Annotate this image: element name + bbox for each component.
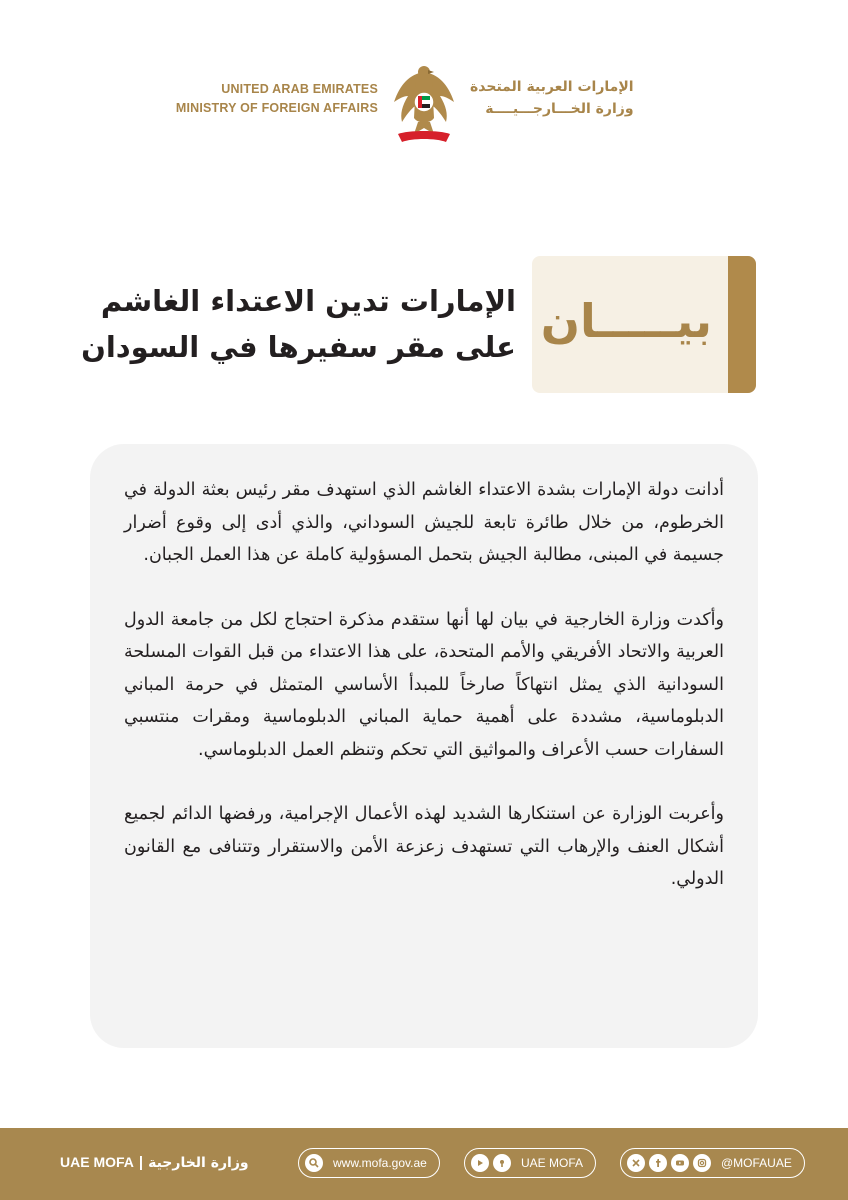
headline-line-2: على مقر سفيرها في السودان — [81, 330, 516, 364]
accent-bar — [728, 256, 756, 393]
ministry-header — [0, 62, 848, 152]
youtube-icon — [671, 1154, 689, 1172]
channel-link[interactable] — [464, 1148, 596, 1178]
headline-line-1: الإمارات تدين الاعتداء الغاشم — [100, 284, 516, 318]
english-ministry-name — [176, 80, 378, 118]
social-handle-link[interactable] — [620, 1148, 805, 1178]
website-link[interactable] — [298, 1148, 440, 1178]
apple-podcast-icon — [493, 1154, 511, 1172]
arabic-ministry-line: وزارة الخـــارجـــيــــة — [485, 101, 634, 117]
body-paragraph-1: أدانت دولة الإمارات بشدة الاعتداء الغاشم الذي استهدف مقر رئيس بعثة الدولة في الخرطوم، من خلال طائرة تابعة للجيش السوداني، والذي أدى إلى وقوع أضرار جسيمة في المبنى، مطالبة الجيش بتحمل المسؤولية كاملة عن هذا العمل الجبان. — [124, 480, 724, 565]
social-handle: @MOFAUAE — [721, 1156, 792, 1170]
page-title — [56, 278, 516, 370]
youtube-icon — [471, 1154, 489, 1172]
statement-label: بيـــــان — [540, 294, 712, 348]
arabic-country-line: الإمارات العربية المتحدة — [470, 79, 634, 95]
statement-label-box — [532, 256, 756, 393]
english-country-line: UNITED ARAB EMIRATES — [221, 82, 378, 96]
uae-falcon-emblem-icon — [388, 62, 460, 146]
brand-arabic: وزارة الخارجية — [148, 1155, 249, 1171]
english-ministry-line: MINISTRY OF FOREIGN AFFAIRS — [175, 101, 378, 115]
brand-english: UAE MOFA — [60, 1154, 134, 1170]
x-icon — [627, 1154, 645, 1172]
channel-name: UAE MOFA — [521, 1156, 584, 1170]
website-url: www.mofa.gov.ae — [333, 1156, 427, 1170]
body-paragraph-3: وأعربت الوزارة عن استنكارها الشديد لهذه الأعمال الإجرامية، ورفضها الدائم لجميع أشكال العنف والإرهاب التي تستهدف زعزعة الأمن والاستقرار وتتنافى مع القانون الدولي. — [124, 804, 724, 889]
body-paragraph-2: وأكدت وزارة الخارجية في بيان لها أنها ستقدم مذكرة احتجاج لكل من جامعة الدول العربية والاتحاد الأفريقي والأمم المتحدة، على هذا الاعتداء من قبل القوات المسلحة السودانية الذي يمثل انتهاكاً صارخاً للمبدأ الأساسي المتمثل في حرمة المباني الدبلوماسية، مشددة على أهمية حماية المباني الدبلوماسية ومقرات منتسبي السفارات حسب الأعراف والمواثيق التي تحكم وتنظم العمل الدبلوماسي. — [124, 609, 724, 760]
instagram-icon — [693, 1154, 711, 1172]
facebook-icon — [649, 1154, 667, 1172]
arabic-ministry-name — [470, 76, 634, 120]
brand-separator: | — [138, 1154, 144, 1171]
footer-bar — [0, 1128, 848, 1200]
footer-brand — [60, 1152, 249, 1171]
search-icon — [305, 1154, 323, 1172]
statement-body — [124, 474, 724, 928]
